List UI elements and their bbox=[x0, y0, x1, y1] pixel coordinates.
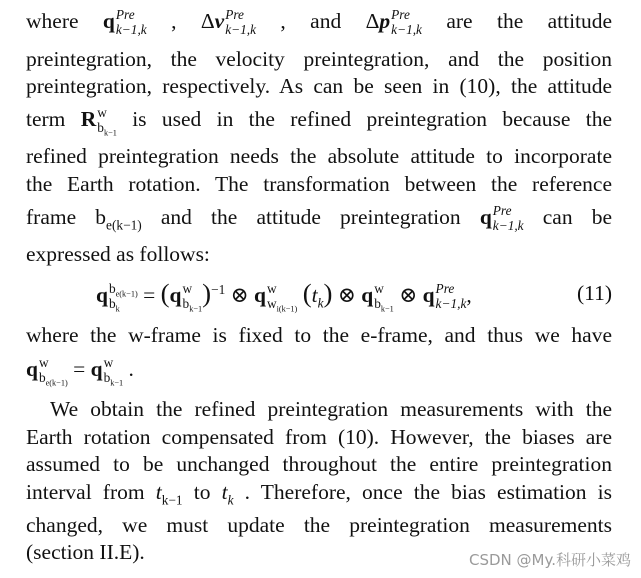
text-line bbox=[26, 204, 612, 234]
comma: , bbox=[171, 9, 177, 33]
word: . Therefore, once the bias estimation is bbox=[244, 480, 612, 504]
math-q-w-bk1: q w $b_{k-1}$ bbox=[90, 355, 124, 388]
word: and bbox=[310, 9, 342, 33]
word: are the attitude bbox=[446, 9, 613, 33]
eq-lhs: q $b_{e(k-1)}$ $b_k$ bbox=[96, 281, 138, 314]
math-b-ek1: $b_{e(k-1)}$ bbox=[95, 205, 142, 233]
text-line: Earth rotation compensated from (10). However, the biases are bbox=[26, 425, 612, 449]
text-line bbox=[26, 106, 612, 136]
comma: , bbox=[280, 9, 286, 33]
text-line bbox=[26, 479, 612, 508]
eq-q-w-bk1: q w $b_{k-1}$ bbox=[169, 281, 203, 314]
math-t-km1: $t_{k-1}$ bbox=[155, 480, 183, 508]
word: to bbox=[193, 480, 211, 504]
otimes: ⊗ bbox=[230, 283, 249, 307]
text-line: assumed to be unchanged throughout the entire preintegration bbox=[26, 452, 612, 476]
text-line: changed, we must update the preintegration measurements bbox=[26, 513, 612, 537]
math-q-pre: q Pre k−1,k bbox=[102, 7, 147, 38]
word: and the attitude preintegration bbox=[160, 205, 461, 229]
word: frame bbox=[26, 205, 77, 229]
period: . bbox=[128, 357, 134, 381]
math-R-w-bk1: R w $b_{k-1}$ bbox=[80, 105, 117, 138]
word: can be bbox=[542, 205, 613, 229]
word: term bbox=[26, 107, 66, 131]
text-line: refined preintegration needs the absolute attitude to incorporate bbox=[26, 144, 612, 168]
text-line: preintegration, respectively. As can be seen in (10), the attitude bbox=[26, 74, 612, 98]
text-line: preintegration, the velocity preintegration, and the position bbox=[26, 47, 612, 71]
math-t-k: $t_k$ bbox=[221, 480, 234, 508]
equation-11: q $b_{e(k-1)}$ $b_k$ = (q w $b_{k-1}$ )$^{-1}$ ⊗ q w $w_{i(k-1)}$ $(t_k)$ ⊗ q w $b_{k-1}$ ⊗ q Pre k−1,k , (11) bbox=[96, 278, 612, 314]
text-line: (section II.E). bbox=[26, 540, 145, 564]
word: is used in the refined preintegration because the bbox=[132, 107, 613, 131]
text-line: expressed as follows: bbox=[26, 242, 210, 266]
math-dp-pre: Δp Pre k−1,k bbox=[365, 7, 422, 38]
text-line: q w $b_{e(k-1)}$ = q w $b_{k-1}$ . bbox=[26, 355, 134, 388]
otimes: ⊗ bbox=[399, 283, 418, 307]
math-q-w-be: q w $b_{e(k-1)}$ bbox=[26, 355, 68, 388]
eq-q-w-wi: q w $w_{i(k-1)}$ bbox=[254, 281, 298, 314]
eq-q-pre: q Pre k−1,k bbox=[422, 281, 467, 312]
text-line: the Earth rotation. The transformation between the reference bbox=[26, 172, 612, 196]
watermark: CSDN @My.科研小菜鸡 bbox=[469, 551, 631, 569]
word: where bbox=[26, 9, 79, 33]
text-line: We obtain the refined preintegration measurements with the bbox=[50, 397, 612, 421]
text-line: where the w-frame is fixed to the e-frame, and thus we have bbox=[26, 323, 612, 347]
text-line bbox=[26, 8, 612, 38]
math-dv-pre: Δv Pre k−1,k bbox=[200, 7, 257, 38]
word: interval from bbox=[26, 480, 145, 504]
eq-q-w-bk1: q w $b_{k-1}$ bbox=[361, 281, 394, 314]
otimes: ⊗ bbox=[337, 283, 356, 307]
math-q-pre: q Pre k−1,k bbox=[479, 203, 524, 234]
equation-number: (11) bbox=[576, 281, 612, 305]
